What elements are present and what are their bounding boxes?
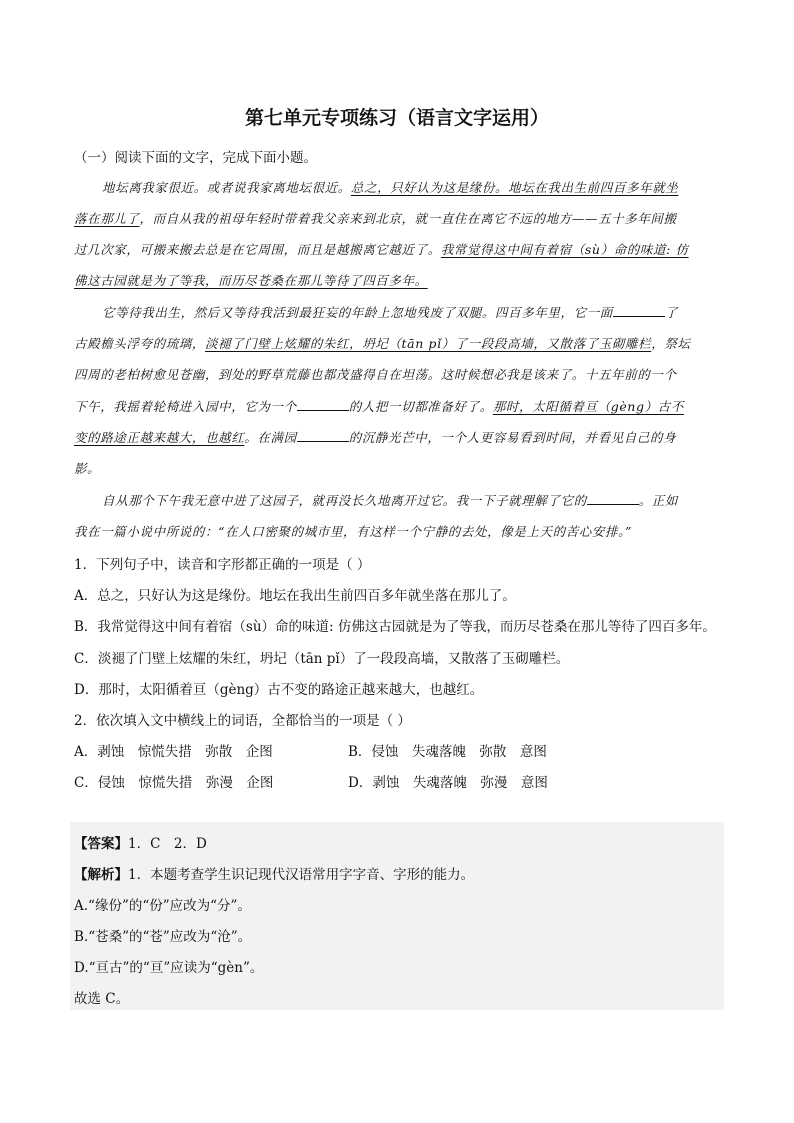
underlined-sentence: 落在那儿了 xyxy=(74,211,140,226)
analysis-conclusion: 故选 C。 xyxy=(74,991,130,1007)
underlined-sentence: 总之，只好认为这是缘份。地坛在我出生前四百多年就坐 xyxy=(350,180,679,195)
passage-line: 四周的老柏树愈见苍幽，到处的野草荒藤也都茂盛得自在坦荡。这时候想必我是该来了。十五年前的一个 xyxy=(74,367,677,382)
question-2-option-c[interactable]: C．侵蚀 惊慌失措 弥漫 企图 xyxy=(74,775,274,791)
answer-label: 【答案】 xyxy=(74,836,128,852)
underlined-sentence: 佛这古园就是为了等我，而历尽苍桑在那儿等待了四百多年。 xyxy=(74,273,428,288)
fill-blank-4[interactable] xyxy=(587,492,639,505)
answer-text: 1．C 2．D xyxy=(128,836,207,852)
passage-line: 自从那个下午我无意中进了这园子，就再没长久地离开过它。我一下子就理解了它的 。正如 xyxy=(102,493,679,508)
answer-line xyxy=(74,832,207,852)
question-1-option-a[interactable]: A．总之，只好认为这是缘份。地坛在我出生前四百多年就坐落在那儿了。 xyxy=(74,588,516,604)
underlined-sentence: 淡褪了门壁上炫耀的朱红，坍圮（tān pǐ）了一段段高墙，又散落了玉砌雕栏 xyxy=(205,336,652,351)
question-2-option-b[interactable]: B．侵蚀 失魂落魄 弥散 意图 xyxy=(348,744,547,760)
question-2-option-a[interactable]: A．剥蚀 惊慌失措 弥散 企图 xyxy=(74,744,273,760)
underlined-sentence: 那时，太阳循着亘（gèng）古不 xyxy=(492,399,684,414)
question-2-option-d[interactable]: D．剥蚀 失魂落魄 弥漫 意图 xyxy=(348,775,548,791)
passage-line xyxy=(74,271,428,289)
passage-line: 影。 xyxy=(74,461,101,476)
question-1-option-b[interactable]: B．我常觉得这中间有着宿（sù）命的味道: 仿佛这古园就是为了等我，而历尽苍桑在那儿等待了四百多年。 xyxy=(74,619,716,635)
page-title: 第七单元专项练习（语言文字运用） xyxy=(244,107,549,129)
passage-line: 下午，我摇着轮椅进入园中，它为一个 的人把一切都准备好了。那时，太阳循着亘（gèng）古不 xyxy=(74,399,684,414)
analysis-line: 【解析】1．本题考查学生识记现代汉语常用字字音、字形的能力。 xyxy=(74,867,475,883)
passage-line: 古殿檐头浮夸的琉璃，淡褪了门壁上炫耀的朱红，坍圮（tān pǐ）了一段段高墙，又散落了玉砌雕栏，祭坛 xyxy=(74,336,691,351)
fill-blank-1[interactable] xyxy=(613,304,665,317)
passage-line: 变的路途正越来越大，也越红。在满园 的沉静光芒中，一个人更容易看到时间，并看见自己的身 xyxy=(74,430,677,445)
passage-line: 过几次家，可搬来搬去总是在它周围，而且是越搬离它越近了。我常觉得这中间有着宿（sù）命的味道: 仿 xyxy=(74,242,689,257)
underlined-sentence: 变的路途正越来越大，也越红 xyxy=(74,430,245,445)
analysis-point-b: B.“苍桑”的“苍”应改为“沧”。 xyxy=(74,929,252,945)
passage-line: 它等待我出生，然后又等待我活到最狂妄的年龄上忽地残废了双腿。四百多年里，它一面 了 xyxy=(102,305,679,320)
passage-line: 落在那儿了，而自从我的祖母年轻时带着我父亲来到北京，就一直住在离它不远的地方——五十多年间搬 xyxy=(74,211,677,226)
answer-panel xyxy=(70,822,724,1010)
analysis-point-d: D.“亘古”的“亘”应读为“gèn”。 xyxy=(74,960,264,976)
passage-line: 我在一篇小说中所说的：“在人口密聚的城市里，有这样一个宁静的去处，像是上天的苦心安排。” xyxy=(74,524,632,539)
fill-blank-3[interactable] xyxy=(297,429,349,442)
fill-blank-2[interactable] xyxy=(297,398,349,411)
analysis-label: 【解析】 xyxy=(74,867,128,883)
question-1-option-c[interactable]: C．淡褪了门壁上炫耀的朱红，坍圮（tān pǐ）了一段段高墙，又散落了玉砌雕栏。 xyxy=(74,651,570,667)
analysis-point-a: A.“缘份”的“份”应改为“分”。 xyxy=(74,898,251,914)
passage-line: 地坛离我家很近。或者说我家离地坛很近。总之，只好认为这是缘份。地坛在我出生前四百多年就坐 xyxy=(102,180,679,195)
question-1-option-d[interactable]: D．那时，太阳循着亘（gèng）古不变的路途正越来越大，也越红。 xyxy=(74,682,484,698)
question-1-stem: 1．下列句子中，读音和字形都正确的一项是（ ） xyxy=(74,557,371,573)
section-heading: （一）阅读下面的文字，完成下面小题。 xyxy=(74,150,317,166)
question-2-stem: 2．依次填入文中横线上的词语，全都恰当的一项是（ ） xyxy=(74,713,411,729)
underlined-sentence: 我常觉得这中间有着宿（sù）命的味道: 仿 xyxy=(440,242,689,257)
